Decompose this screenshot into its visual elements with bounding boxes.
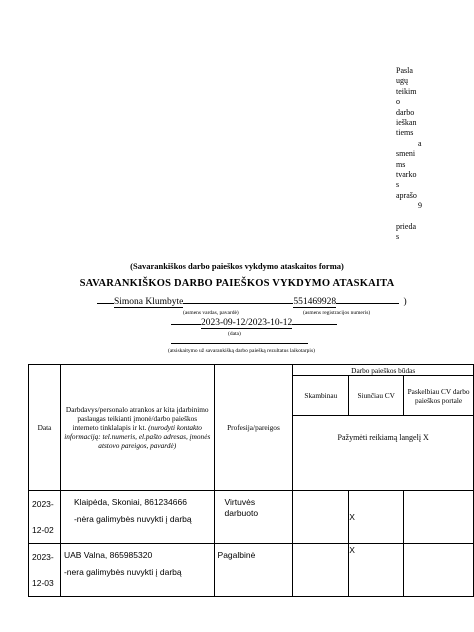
registration-caption: (asmens registracijos numeris) xyxy=(303,310,371,316)
row-date-bottom: 12-02 xyxy=(32,525,54,535)
period-field-row xyxy=(171,318,337,328)
name-field-row xyxy=(97,297,407,307)
appendix-note-line: smeni xyxy=(396,149,416,159)
appendix-note-line: a xyxy=(418,138,422,148)
row-employer-line1: Klaipėda, Skoniai, 861234666 xyxy=(73,497,187,507)
appendix-note-line: s xyxy=(396,180,400,190)
appendix-note-line: ugų xyxy=(396,76,408,86)
appendix-note-line: tiems xyxy=(396,128,414,138)
header-method-cv: Siunčiau CV xyxy=(349,376,404,416)
appendix-note-line: ms xyxy=(396,159,406,169)
row-mark-cv[interactable]: X xyxy=(349,544,404,597)
row-date xyxy=(29,491,61,544)
row-date-bottom: 12-03 xyxy=(32,578,54,588)
row-profession: Virtuvės darbuoto xyxy=(214,491,293,544)
header-employer-text: Darbdavys/personalo atrankos ar kita įdarbinimo paslaugas teikianti įmonė/darbo paieškos interneto tinklalapis ir kt. xyxy=(65,405,209,432)
row-date-top: 2023- xyxy=(32,552,54,562)
table-row xyxy=(29,491,474,544)
header-mark-hint: Pažymėti reikiamą langelį X xyxy=(293,416,474,491)
row-mark-portal[interactable] xyxy=(404,544,474,597)
row-employer-line2: -nera galimybės nuvykti į darbą xyxy=(63,567,182,577)
appendix-note-line: Pasla xyxy=(396,66,413,75)
appendix-note-line: prieda xyxy=(396,221,416,231)
row-profession: Pagalbinė xyxy=(214,544,293,597)
header-search-methods: Darbo paieškos būdas xyxy=(293,365,474,376)
period-caption: (data) xyxy=(228,331,241,337)
signature-line xyxy=(171,343,308,344)
appendix-note-line: tvarko xyxy=(396,170,417,180)
close-paren: ) xyxy=(403,297,407,307)
period-place-caption: (atsiskaitymo už savarankišką darbo paiešką rezultatus laikotarpis) xyxy=(168,348,315,354)
header-profession: Profesija/pareigos xyxy=(214,365,293,491)
appendix-note-line: s xyxy=(396,232,400,242)
header-method-portal: Paskelbiau CV darbo paieškos portale xyxy=(404,376,474,416)
form-hint: (Savarankiškos darbo paieškos vykdymo ataskaitos forma) xyxy=(130,261,344,271)
appendix-note-line: teikim xyxy=(396,86,417,96)
appendix-note-line: o xyxy=(396,97,400,107)
row-employer xyxy=(60,491,214,544)
row-mark-call[interactable] xyxy=(293,544,349,597)
row-employer xyxy=(60,544,214,597)
row-employer-line1: UAB Valna, 865985320 xyxy=(63,550,153,560)
table-row xyxy=(29,544,474,597)
registration-number: 551469928 xyxy=(293,297,337,307)
appendix-note-line: darbo xyxy=(396,107,415,117)
row-employer-line2: -nėra galimybės nuvykti į darbą xyxy=(73,514,192,524)
appendix-note-line: 9 xyxy=(418,201,422,211)
row-date-top: 2023- xyxy=(32,499,54,509)
row-date xyxy=(29,544,61,597)
row-mark-portal[interactable] xyxy=(404,491,474,544)
header-employer xyxy=(60,365,214,491)
appendix-note xyxy=(396,66,426,243)
row-mark-call[interactable] xyxy=(293,491,349,544)
header-employer-hint: (nurodyti kontakto informaciją: tel.numeris, el.pašto adresas, įmonės atstovo pareigos, pavardė) xyxy=(64,423,211,450)
appendix-note-line: ieškan xyxy=(396,118,417,128)
header-date: Data xyxy=(29,365,61,491)
document-title: SAVARANKIŠKOS DARBO PAIEŠKOS VYKDYMO ATASKAITA xyxy=(79,278,395,289)
period-value: 2023-09-12/2023-10-12 xyxy=(201,318,293,328)
name-caption: (asmens vardas, pavardė) xyxy=(183,310,239,316)
header-method-call: Skambinau xyxy=(293,376,349,416)
person-name: Simona Klumbyte xyxy=(114,297,184,307)
appendix-note-line: aprašo xyxy=(396,190,417,200)
row-mark-cv[interactable]: X xyxy=(349,491,404,544)
job-search-table xyxy=(28,364,474,597)
